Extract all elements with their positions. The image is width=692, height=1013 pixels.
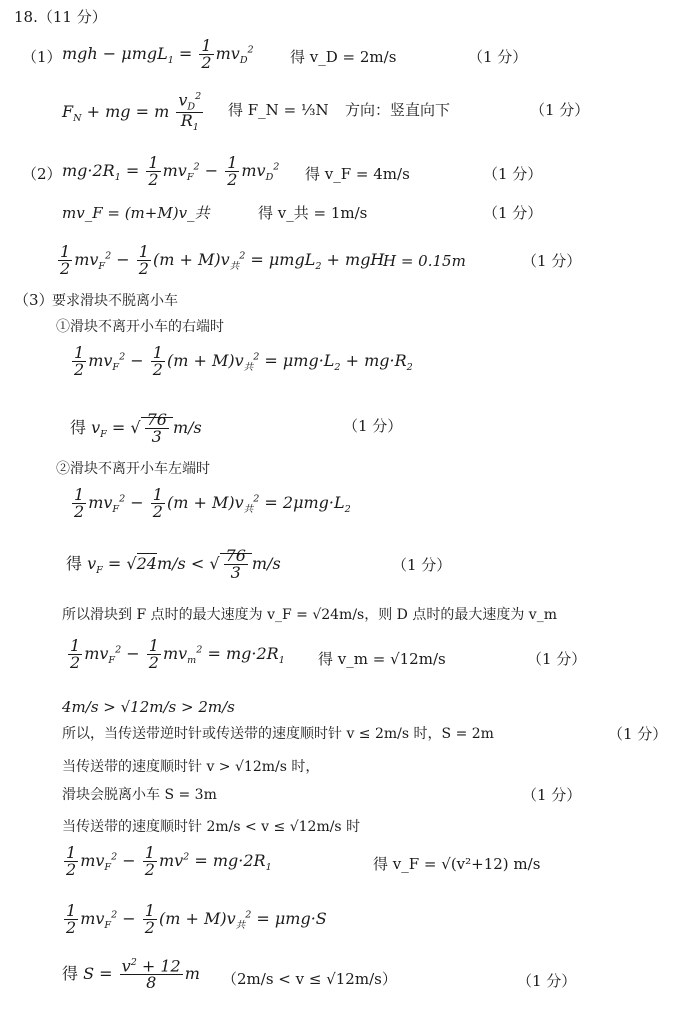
part3-conclusion2a: 当传送带的速度顺时针 v > √12m/s 时， bbox=[62, 759, 320, 775]
part3-conclusion3: 当传送带的速度顺时针 2m/s < v ≤ √12m/s 时 bbox=[62, 819, 361, 835]
part1-score1: （1 分） bbox=[468, 48, 528, 66]
part1-eq2: $F_N$ + mg = m $\frac{v_D^2}{R_1}$ bbox=[62, 90, 202, 134]
part3-c2-score: （1 分） bbox=[392, 556, 452, 574]
part3-eq-m: $\frac{1}{2}$ $mv_F^2$ − $\frac{1}{2}$ $mv_m^2 = mg\cdot 2R_1$ bbox=[70, 636, 285, 672]
part2-res2: 得 v_共 = 1m/s bbox=[258, 204, 368, 222]
part3-c1-eq: $\frac{1}{2}$ $mv_F^2$ − $\frac{1}{2}$ $(m + M)v_共^2 = \mu mg\cdot L_2 + mg\cdot R_2$ bbox=[74, 343, 413, 379]
part2-score3: （1 分） bbox=[522, 252, 582, 270]
part3-conclusion1: 所以，当传送带逆时针或传送带的速度顺时针 v ≤ 2m/s 时，S = 2m bbox=[62, 726, 494, 742]
part3-c1-res: 得 $v_F$ = √ $\frac{76}{3}$ m/s bbox=[70, 410, 202, 446]
part3-conclusion2-score: （1 分） bbox=[522, 786, 582, 804]
part2-label: （2） bbox=[22, 165, 62, 183]
part3-final: 得 S = $\frac{v^2 + 12}{8}$ m bbox=[62, 956, 200, 993]
part3-conclusion1-score: （1 分） bbox=[608, 725, 668, 743]
part3-eq-s: $\frac{1}{2}$ $mv_F^2$ − $\frac{1}{2}$ $(m + M)v_共^2 = \mu mg\cdot S$ bbox=[66, 901, 327, 937]
part2-score2: （1 分） bbox=[483, 204, 543, 222]
part1-res2: 得 F_N = ⅓N bbox=[228, 101, 329, 119]
part3-case2: ②滑块不离开小车左端时 bbox=[56, 461, 210, 477]
part1-res1: 得 v_D = 2m/s bbox=[290, 48, 397, 66]
part2-eq2: mv_F = (m+M)v_共 bbox=[62, 204, 210, 222]
part2-eq3: $\frac{1}{2}$ $mv_F^2$ − $\frac{1}{2}$ $(m + M)v_共^2 = \mu mgL_2$ + mgH bbox=[60, 242, 385, 278]
part1-label: （1） bbox=[22, 48, 62, 66]
part3-eq-v: $\frac{1}{2}$ $mv_F^2$ − $\frac{1}{2}$ $mv^2 = mg\cdot 2R_1$ bbox=[66, 843, 272, 879]
part3-sentence1: 所以滑块到 F 点时的最大速度为 v_F = √24m/s，则 D 点时的最大速度为 v_m bbox=[62, 607, 557, 623]
part1-direction: 方向：竖直向下 bbox=[345, 101, 451, 119]
part3-res-m: 得 v_m = √12m/s bbox=[318, 650, 446, 668]
part3-c2-eq: $\frac{1}{2}$ $mv_F^2$ − $\frac{1}{2}$ $(m + M)v_共^2 = 2\mu mg\cdot L_2$ bbox=[74, 485, 351, 521]
part3-c1-score: （1 分） bbox=[343, 417, 403, 435]
part3-inequality: 4m/s > √12m/s > 2m/s bbox=[62, 698, 235, 716]
part2-res1: 得 v_F = 4m/s bbox=[305, 165, 410, 183]
part3-res-v: 得 v_F = √(v²+12) m/s bbox=[373, 855, 541, 873]
part2-score1: （1 分） bbox=[483, 165, 543, 183]
part3-c2-res: 得 $v_F = √24m/s$ < √ $\frac{76}{3}$ m/s bbox=[66, 546, 281, 582]
part3-conclusion2b: 滑块会脱离小车 S = 3m bbox=[62, 787, 217, 803]
part1-eq1: mgh − μmgL$_1$ = $\frac{1}{2}$ $mv_D^2$ bbox=[62, 36, 254, 72]
part2-res3: H = 0.15m bbox=[383, 252, 466, 270]
part3-intro: 要求滑块不脱离小车 bbox=[52, 293, 178, 309]
part3-score-m: （1 分） bbox=[527, 650, 587, 668]
part3-final-score: （1 分） bbox=[517, 972, 577, 990]
part2-eq1: $mg\cdot 2R_1$ = $\frac{1}{2}$ $mv_F^2$ − $\frac{1}{2}$ $mv_D^2$ bbox=[62, 153, 280, 189]
part1-score2: （1 分） bbox=[530, 101, 590, 119]
part3-final-range: （2m/s < v ≤ √12m/s） bbox=[222, 970, 397, 988]
question-heading: 18.（11 分） bbox=[14, 8, 107, 26]
part3-case1: ①滑块不离开小车的右端时 bbox=[56, 319, 224, 335]
part3-label: （3） bbox=[14, 291, 54, 309]
